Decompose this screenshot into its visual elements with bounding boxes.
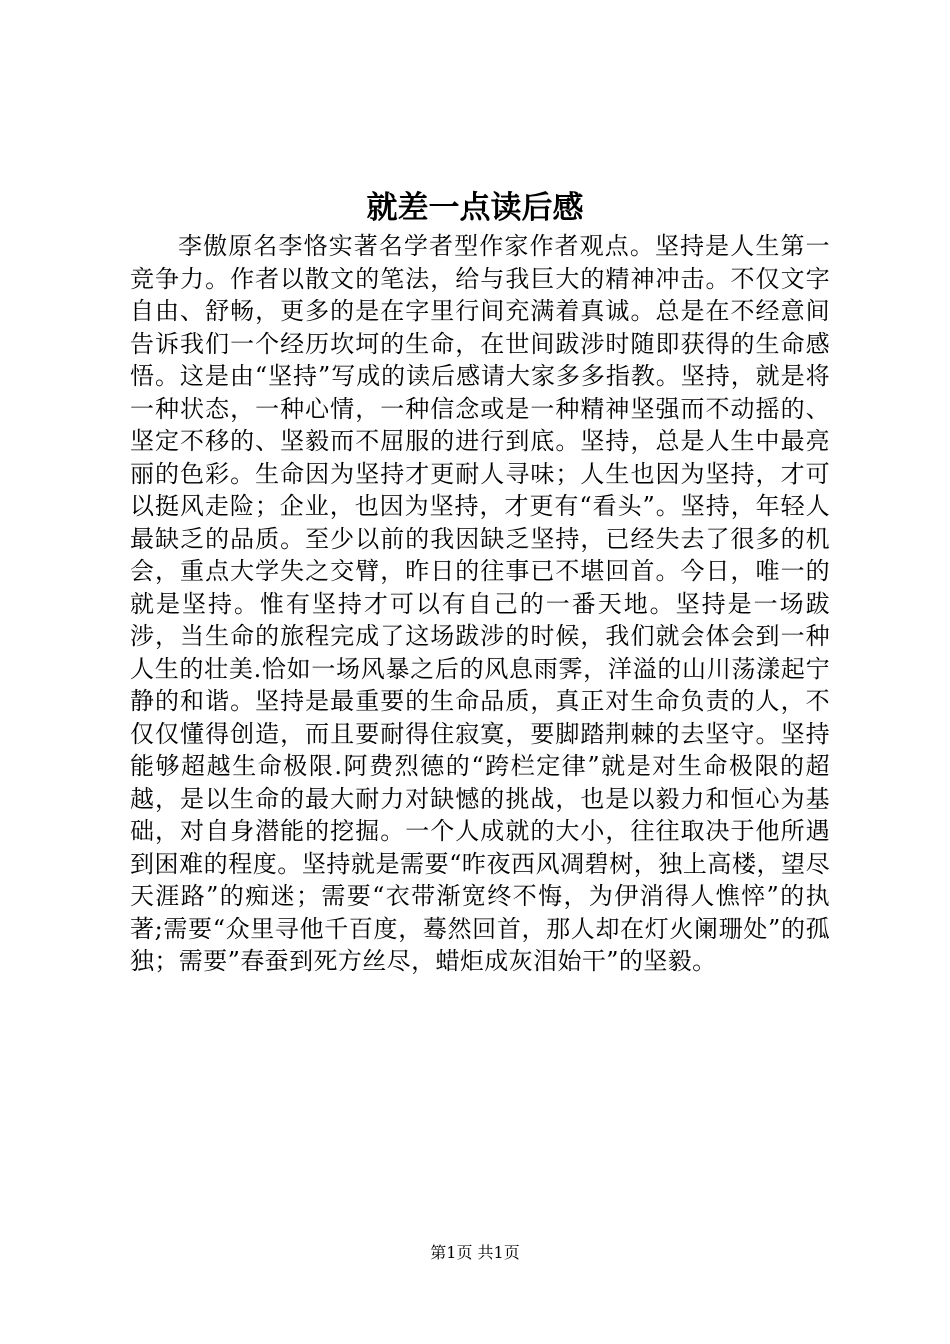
body-paragraph: 李傲原名李恪实著名学者型作家作者观点。坚持是人生第一竞争力。作者以散文的笔法，给与我巨大的精神冲击。不仅文字自由、舒畅，更多的是在字里行间充满着真诚。总是在不经意间告诉我们一个经历坎坷的生命，在世间跋涉时随即获得的生命感悟。这是由“坚持”写成的读后感请大家多多指教。坚持，就是将一种状态，一种心情，一种信念或是一种精神坚强而不动摇的、坚定不移的、坚毅而不屈服的进行到底。坚持，总是人生中最亮丽的色彩。生命因为坚持才更耐人寻味；人生也因为坚持，才可以挺风走险；企业，也因为坚持，才更有“看头”。坚持，年轻人最缺乏的品质。至少以前的我因缺乏坚持，已经失去了很多的机会，重点大学失之交臂，昨日的往事已不堪回首。今日，唯一的就是坚持。惟有坚持才可以有自己的一番天地。坚持是一场跋涉，当生命的旅程完成了这场跋涉的时候，我们就会体会到一种人生的壮美.恰如一场风暴之后的风息雨霁，洋溢的山川荡漾起宁静的和谐。坚持是最重要的生命品质，真正对生命负责的人，不仅仅懂得创造，而且要耐得住寂寞，要脚踏荆棘的去坚守。坚持能够超越生命极限.阿费烈德的“跨栏定律”就是对生命极限的超越，是以生命的最大耐力对缺憾的挑战，也是以毅力和恒心为基础，对自身潜能的挖掘。一个人成就的大小，往往取决于他所遇到困难的程度。坚持就是需要“昨夜西风凋碧树，独上高楼，望尽天涯路”的痴迷；需要“衣带渐宽终不悔，为伊消得人憔悴”的执著;需要“众里寻他千百度，蓦然回首，那人却在灯火阑珊处”的孤独；需要”春蚕到死方丝尽，蜡炬成灰泪始干”的坚毅。 [130, 232, 830, 975]
page-footer: 第1页 共1页 [430, 1243, 520, 1262]
document-title: 就差一点读后感 [366, 190, 584, 226]
